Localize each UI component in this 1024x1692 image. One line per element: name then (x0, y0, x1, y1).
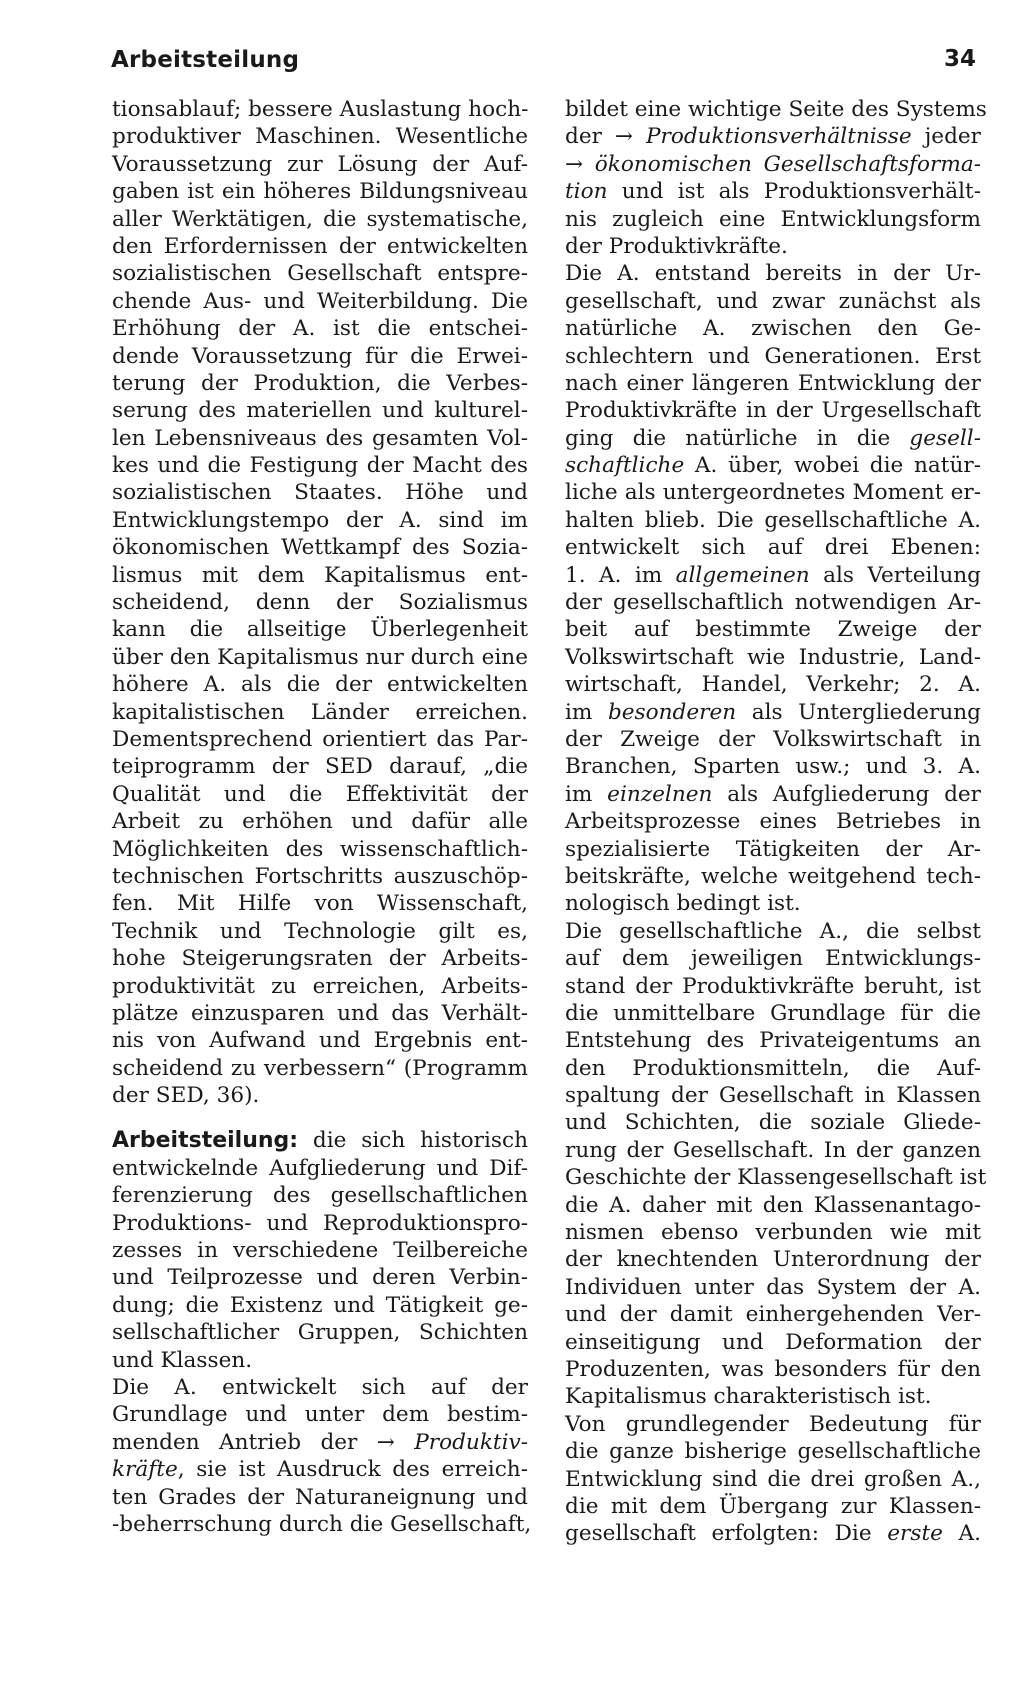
text-fragment: jeder (911, 124, 982, 150)
text-line (565, 178, 981, 205)
text-line: teiprogramm der SED darauf, „die (112, 754, 528, 780)
text-line: und Klassen. (112, 1347, 253, 1373)
text-line: höhere A. als die der entwickelten (112, 672, 528, 698)
text-line: tionsablauf; bessere Auslastung hoch- (112, 97, 529, 122)
text-line: kapitalistischen Länder erreichen. (112, 699, 528, 725)
cross-reference-term: tion (565, 179, 608, 205)
text-fragment: als Verteilung (809, 562, 981, 588)
text-line: nologisch bedingt ist. (565, 891, 801, 917)
text-line: die unmittelbare Grundlage für die (565, 1000, 981, 1026)
text-line: ferenzierung des gesellschaftlichen (112, 1183, 528, 1209)
text-line (565, 151, 981, 178)
text-line: spezialisierte Tätigkeiten der Ar- (565, 836, 981, 862)
left-paragraph-continued (112, 96, 528, 1109)
text-line: den Erfordernissen der entwickelten (112, 233, 528, 259)
text-fragment: A. (942, 1521, 981, 1547)
text-line (565, 699, 981, 726)
text-line (112, 1127, 528, 1154)
text-line: Die gesellschaftliche A., die selbst (565, 918, 981, 944)
text-line: der gesellschaftlich notwendigen Ar- (565, 590, 981, 616)
text-line: aller Werktätigen, die systematische, (112, 206, 528, 232)
text-line: Die A. entstand bereits in der Ur- (565, 261, 981, 287)
right-paragraph-1 (565, 96, 987, 260)
text-line: liche als untergeordnetes Moment er- (565, 480, 981, 506)
cross-reference-term: ökonomischen Gesellschaftsforma- (583, 151, 981, 177)
text-line: Die A. entwickelt sich auf der (112, 1374, 528, 1400)
right-paragraph-3 (565, 918, 987, 1411)
text-line: technischen Fortschritts auszuschöp- (112, 863, 528, 889)
text-line: über den Kapitalismus nur durch eine (112, 644, 528, 670)
cross-reference-term: Produktiv- (394, 1429, 528, 1455)
right-paragraph-2 (565, 260, 981, 917)
text-line: Kapitalismus charakteristisch ist. (565, 1384, 932, 1410)
text-line: der SED, 36). (112, 1083, 260, 1109)
left-paragraph-3 (112, 1374, 532, 1538)
emphasis-term: einzelnen (607, 781, 713, 807)
text-fragment: gesellschaft erfolgten: Die (565, 1521, 888, 1547)
text-line (565, 562, 981, 589)
text-line: der knechtenden Unterordnung der (565, 1247, 981, 1273)
text-line: fen. Mit Hilfe von Wissenschaft, (112, 891, 528, 917)
text-fragment: im (565, 781, 608, 807)
text-line: Voraussetzung zur Lösung der Auf- (112, 151, 528, 177)
text-line: schlechtern und Generationen. Erst (565, 343, 981, 369)
text-line: sozialistischen Gesellschaft entspre- (112, 261, 528, 287)
text-fragment: 1. A. im (565, 562, 676, 588)
cross-reference-arrow-icon: → (614, 124, 633, 150)
emphasis-term: allgemeinen (675, 562, 810, 588)
text-line: chende Aus- und Weiterbildung. Die (112, 288, 528, 314)
text-line: Entstehung des Privateigentums an (565, 1028, 981, 1054)
text-line: entwickelnde Aufgliederung und Dif- (112, 1155, 528, 1181)
text-line: len Lebensniveaus des gesamten Vol- (112, 425, 528, 451)
text-line: Erhöhung der A. ist die entschei- (112, 316, 528, 342)
text-line: kann die allseitige Überlegenheit (112, 617, 528, 643)
text-line: Dementsprechend orientiert das Par- (112, 726, 528, 752)
text-line: nis von Aufwand und Ergebnis ent- (112, 1028, 528, 1054)
text-line: Möglichkeiten des wissenschaftlich- (112, 836, 528, 862)
text-line: scheidend, denn der Sozialismus (112, 590, 528, 616)
text-line: den Produktionsmitteln, die Auf- (565, 1055, 981, 1081)
text-line: gesellschaft, und zwar zunächst als (565, 288, 981, 314)
entry-gap (112, 1109, 528, 1127)
text-line: und Teilprozesse und deren Verbin- (112, 1265, 528, 1291)
text-line: sellschaftlicher Gruppen, Schichten (112, 1320, 528, 1346)
text-line: dende Voraussetzung für die Erwei- (112, 343, 528, 369)
text-line: -beherrschung durch die Gesellschaft, (112, 1511, 532, 1537)
text-line: serung des materiellen und kulturel- (112, 398, 528, 424)
text-line: die ganze bisherige gesellschaftliche (565, 1439, 981, 1465)
text-line: bildet eine wichtige Seite des Systems (565, 97, 987, 122)
text-line: wirtschaft, Handel, Verkehr; 2. A. (565, 672, 981, 698)
text-line: beitskräfte, welche weitgehend tech- (565, 863, 981, 889)
text-line: plätze einzusparen und das Verhält- (112, 1000, 528, 1026)
page-number: 34 (944, 46, 977, 72)
text-line: Arbeit zu erhöhen und dafür alle (112, 809, 528, 835)
text-line: die mit dem Übergang zur Klassen- (565, 1493, 981, 1519)
text-line (565, 1520, 981, 1547)
text-line: zesses in verschiedene Teilbereiche (112, 1238, 528, 1264)
running-header-title: Arbeitsteilung (111, 47, 300, 73)
text-line (112, 1456, 528, 1483)
cross-reference-arrow-icon: → (565, 151, 584, 177)
text-line: Individuen unter das System der A. (565, 1274, 981, 1300)
emphasis-term: besonderen (607, 699, 737, 725)
text-line: dung; die Existenz und Tätigkeit ge- (112, 1292, 528, 1318)
right-column (565, 96, 987, 1548)
text-line: einseitigung und Deformation der (565, 1329, 981, 1355)
text-line: Arbeitsprozesse eines Betriebes in (565, 809, 981, 835)
text-line: nismen ebenso verbunden wie mit (565, 1220, 981, 1246)
text-line: Geschichte der Klassengesellschaft ist (565, 1165, 987, 1191)
text-line: sozialistischen Staates. Höhe und (112, 480, 528, 506)
text-line: halten blieb. Die gesellschaftliche A. (565, 507, 981, 533)
text-line (565, 781, 981, 808)
text-line: Grundlage und unter dem bestim- (112, 1402, 528, 1428)
text-fragment: als Aufgliederung der (712, 781, 982, 807)
text-line: Produktions- und Reproduktionspro- (112, 1210, 528, 1236)
text-line (112, 1429, 528, 1456)
text-line: nach einer längeren Entwicklung der (565, 370, 981, 396)
text-line: und der damit einhergehenden Ver- (565, 1302, 981, 1328)
text-fragment: A. über, wobei die natür- (684, 453, 981, 479)
left-column (112, 96, 532, 1538)
text-line: terung der Produktion, die Verbes- (112, 370, 528, 396)
cross-reference-term: Produktionsverhältnisse (633, 124, 912, 150)
text-fragment: ging die natürliche in die (565, 425, 910, 451)
text-line: Produzenten, was besonders für den (565, 1356, 981, 1382)
text-line: Branchen, Sparten usw.; und 3. A. (565, 754, 981, 780)
text-line: produktiver Maschinen. Wesentliche (112, 124, 528, 150)
emphasis-term: erste (887, 1521, 943, 1547)
text-fragment: und ist als Produktionsverhält- (607, 179, 981, 205)
text-line: auf dem jeweiligen Entwicklungs- (565, 946, 981, 972)
text-line: der Zweige der Volkswirtschaft in (565, 726, 981, 752)
text-fragment: als Untergliederung (736, 699, 982, 725)
text-line: nis zugleich eine Entwicklungsform (565, 206, 981, 232)
text-fragment: die sich historisch (298, 1128, 528, 1154)
text-line (565, 123, 981, 150)
emphasis-term: schaftliche (565, 453, 685, 479)
text-line: beit auf bestimmte Zweige der (565, 617, 981, 643)
cross-reference-arrow-icon: → (376, 1429, 395, 1455)
dictionary-entry-arbeitsteilung (112, 1127, 528, 1374)
text-fragment: menden Antrieb der (112, 1429, 377, 1455)
text-line: natürliche A. zwischen den Ge- (565, 316, 981, 342)
text-line (565, 425, 981, 452)
text-line: Entwicklungstempo der A. sind im (112, 507, 528, 533)
text-line: Entwicklung sind die drei großen A., (565, 1466, 981, 1492)
text-line: der Produktivkräfte. (565, 233, 788, 259)
text-line: scheidend zu verbessern“ (Programm (112, 1055, 528, 1081)
text-line: lismus mit dem Kapitalismus ent- (112, 562, 528, 588)
text-line: ten Grades der Naturaneignung und (112, 1484, 528, 1510)
text-line: und Schichten, die soziale Gliede- (565, 1110, 981, 1136)
text-line: Von grundlegender Bedeutung für (565, 1411, 981, 1437)
text-line: Volkswirtschaft wie Industrie, Land- (565, 644, 981, 670)
text-fragment: , sie ist Ausdruck des erreich- (177, 1457, 528, 1483)
emphasis-term: gesell- (909, 425, 981, 451)
text-fragment: der (565, 124, 615, 150)
text-line: produktivität zu erreichen, Arbeits- (112, 973, 528, 999)
text-fragment: im (565, 699, 608, 725)
cross-reference-term: kräfte (112, 1457, 178, 1483)
right-paragraph-4 (565, 1411, 981, 1548)
text-line: spaltung der Gesellschaft in Klassen (565, 1083, 981, 1109)
text-line: kes und die Festigung der Macht des (112, 453, 528, 479)
text-line (565, 452, 981, 479)
text-line: stand der Produktivkräfte beruht, ist (565, 973, 981, 999)
text-line: rung der Gesellschaft. In der ganzen (565, 1137, 981, 1163)
text-line: die A. daher mit den Klassenantago- (565, 1192, 981, 1218)
text-line: ökonomischen Wettkampf des Sozia- (112, 535, 528, 561)
entry-headword: Arbeitsteilung: (112, 1128, 299, 1154)
text-line: entwickelt sich auf drei Ebenen: (565, 535, 981, 561)
text-line: Produktivkräfte in der Urgesellschaft (565, 398, 981, 424)
text-line: gaben ist ein höheres Bildungsniveau (112, 179, 528, 205)
text-line: Qualität und die Effektivität der (112, 781, 528, 807)
text-line: Technik und Technologie gilt es, (112, 918, 528, 944)
text-line: hohe Steigerungsraten der Arbeits- (112, 946, 528, 972)
